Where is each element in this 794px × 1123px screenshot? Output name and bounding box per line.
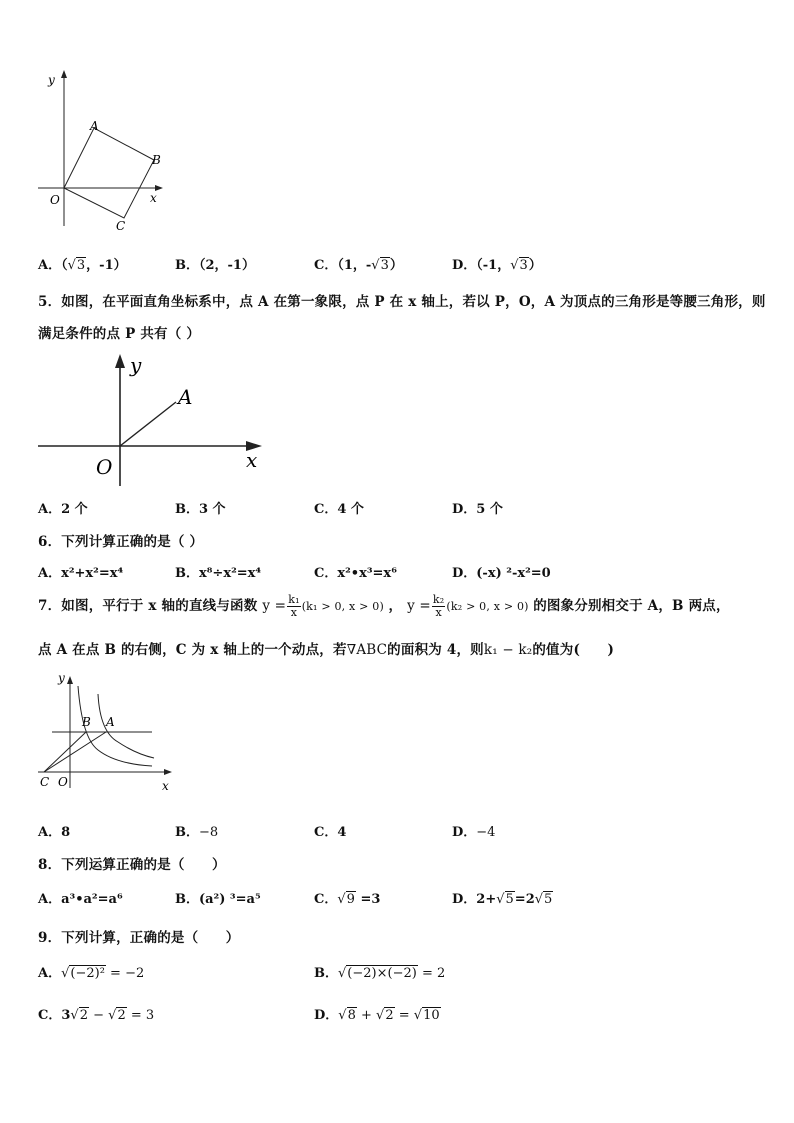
q5-stem-line1: 5．如图，在平面直角坐标系中，点 A 在第一象限，点 P 在 x 轴上，若以 P，O，A 为顶点的三角形是等腰三角形，则 (38, 294, 766, 310)
q4-option-b[interactable]: B．（2，-1） (175, 258, 255, 273)
q7-option-b[interactable]: B．−8 (175, 825, 219, 840)
q9-option-c[interactable]: C．3√2 − √2 = 3 (38, 1008, 155, 1023)
q8-option-c[interactable]: C．√9 =3 (314, 892, 381, 907)
q5-stem-line2: 满足条件的点 P 共有（ ） (38, 326, 201, 342)
q7-label-a: A (106, 715, 115, 729)
q5-label-x: x (246, 448, 258, 472)
q7-label-o: O (58, 775, 68, 789)
q9-option-b[interactable]: B．√(−2)×(−2) = 2 (314, 966, 446, 981)
q6-stem: 6．下列计算正确的是（ ） (38, 534, 204, 550)
q6-option-a[interactable]: A．x²+x²=x⁴ (38, 566, 124, 581)
q7-stem-line2: 点 A 在点 B 的右侧，C 为 x 轴上的一个动点，若∇ABC的面积为 4，则k₁ − k₂的值为( ) (38, 642, 615, 658)
q7-option-d[interactable]: D．−4 (452, 825, 496, 840)
q7-func2: y = $\frac{\text{k₂}}{x}$ (k₂ > 0, x > 0) (407, 593, 529, 619)
q4-option-a[interactable]: A．（√3，-1） (38, 258, 127, 273)
q4-label-o: O (50, 193, 60, 207)
q5-label-y: y (130, 353, 142, 377)
q6-option-b[interactable]: B．x⁸÷x²=x⁴ (175, 566, 262, 581)
q4-label-y: y (48, 73, 55, 87)
q9-option-d[interactable]: D．√8 + √2 = √10 (314, 1008, 440, 1023)
q7-func1: y = $\frac{\text{k₁}}{x}$ (k₁ > 0, x > 0) (262, 593, 384, 619)
q4-option-c[interactable]: C．（1，-√3） (314, 258, 403, 273)
q5-figure (36, 352, 268, 490)
q4-label-x: x (150, 191, 157, 205)
q7-label-b: B (82, 715, 91, 729)
q7-option-a[interactable]: A．8 (38, 825, 71, 840)
q6-option-d[interactable]: D．(-x) ²-x²=0 (452, 566, 551, 581)
q7-stem-line1: 7．如图，平行于 x 轴的直线与函数 y = $\frac{\text{k₁}}{x}$ (k₁ > 0, x > 0) ， y = $\frac{\text{k₂}}{x}$ (k₂ > 0, x > 0) 的图象分别相交于 A，B 两点， (38, 593, 730, 619)
q7-option-c[interactable]: C．4 (314, 825, 347, 840)
q8-option-d[interactable]: D．2+√5=2√5 (452, 892, 553, 907)
q8-stem: 8．下列运算正确的是（ ） (38, 857, 226, 873)
q9-stem: 9．下列计算，正确的是（ ） (38, 930, 240, 946)
q5-label-o: O (96, 455, 113, 479)
q5-option-a[interactable]: A．2 个 (38, 502, 88, 517)
q5-option-d[interactable]: D．5 个 (452, 502, 503, 517)
q5-option-c[interactable]: C．4 个 (314, 502, 364, 517)
q4-label-b: B (152, 153, 161, 167)
q6-option-c[interactable]: C．x²•x³=x⁶ (314, 566, 397, 581)
q5-option-b[interactable]: B．3 个 (175, 502, 226, 517)
q8-option-b[interactable]: B．(a²) ³=a⁵ (175, 892, 261, 907)
q7-label-c: C (40, 775, 50, 789)
q4-label-a: A (90, 119, 99, 133)
q8-option-a[interactable]: A．a³•a²=a⁶ (38, 892, 123, 907)
q4-label-c: C (116, 219, 126, 233)
q7-figure (36, 668, 186, 794)
q9-option-a[interactable]: A．√(−2)² = −2 (38, 966, 145, 981)
q5-label-a: A (178, 385, 193, 409)
q7-label-x: x (162, 779, 169, 793)
q7-label-y: y (58, 671, 65, 685)
q4-option-d[interactable]: D．（-1，√3） (452, 258, 542, 273)
q4-figure (30, 66, 180, 238)
